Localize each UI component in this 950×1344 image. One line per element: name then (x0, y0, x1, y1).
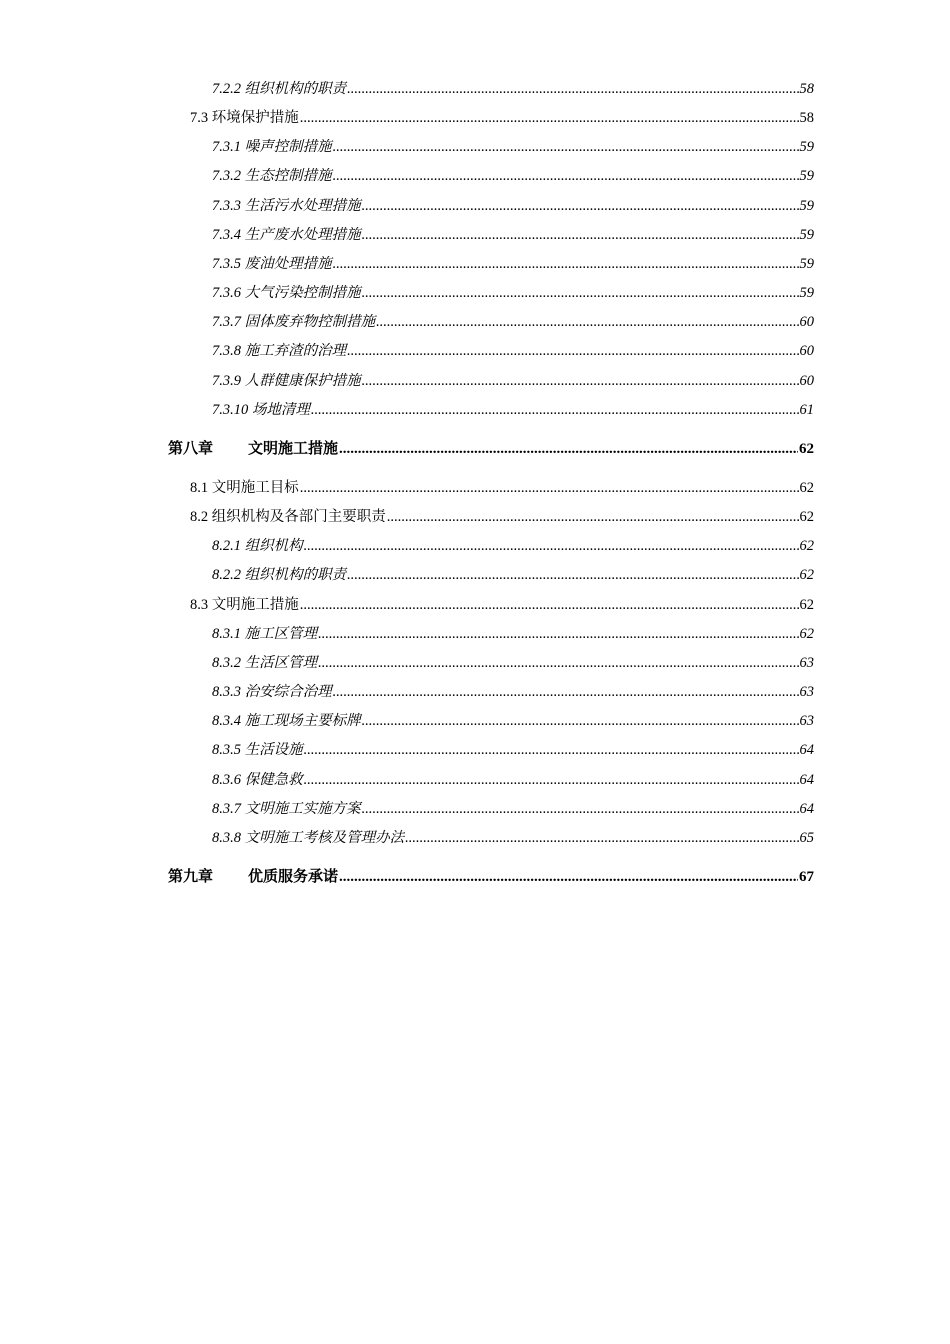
toc-entry-title: 8.3.2 生活区管理 (212, 655, 318, 671)
toc-leader-dots (300, 107, 799, 129)
toc-page-number: 60 (799, 343, 814, 359)
toc-entry-title: 7.3.1 噪声控制措施 (212, 139, 332, 155)
toc-page-number: 63 (799, 684, 814, 700)
toc-leader-dots (318, 623, 798, 645)
toc-page-number: 59 (799, 285, 814, 301)
toc-page-number: 58 (799, 81, 814, 97)
toc-entry[interactable] (212, 340, 814, 362)
toc-leader-dots (333, 681, 799, 703)
toc-entry[interactable] (212, 399, 814, 421)
toc-page-number: 59 (799, 256, 814, 272)
toc-page-number: 64 (799, 742, 814, 758)
toc-entry[interactable] (212, 136, 814, 158)
toc-entry-title: 7.3.3 生活污水处理措施 (212, 198, 361, 214)
toc-entry-title: 优质服务承诺 (248, 869, 339, 885)
toc-leader-dots (304, 535, 799, 557)
toc-leader-dots (387, 506, 799, 528)
toc-entry[interactable] (212, 623, 814, 645)
toc-entry[interactable] (212, 311, 814, 333)
toc-entry[interactable] (212, 253, 814, 275)
toc-entry-label (212, 710, 361, 732)
toc-entry[interactable] (212, 827, 814, 849)
toc-entry[interactable] (212, 535, 814, 557)
toc-entry-label (212, 370, 361, 392)
toc-leader-dots (376, 311, 798, 333)
toc-page-number: 60 (799, 314, 814, 330)
toc-entry[interactable] (212, 370, 814, 392)
toc-entry-label (212, 253, 332, 275)
toc-entry[interactable] (212, 282, 814, 304)
toc-entry[interactable] (190, 107, 814, 129)
toc-leader-dots (300, 594, 799, 616)
toc-entry[interactable] (212, 78, 814, 100)
toc-leader-dots (362, 224, 799, 246)
toc-entry-label (212, 399, 310, 421)
toc-leader-dots (347, 564, 798, 586)
toc-page-number: 64 (799, 772, 814, 788)
toc-entry-title: 7.3.9 人群健康保护措施 (212, 373, 361, 389)
toc-leader-dots (362, 710, 799, 732)
toc-leader-dots (362, 798, 799, 820)
toc-entry-label (212, 769, 303, 791)
toc-page-number: 62 (799, 480, 814, 496)
toc-leader-dots (304, 739, 799, 761)
toc-page-number: 63 (799, 713, 814, 729)
toc-entry-title: 8.3 文明施工措施 (190, 597, 299, 613)
toc-entry-label (212, 136, 332, 158)
toc-chapter-number: 第八章 (168, 441, 214, 457)
toc-entry-title: 7.3.8 施工弃渣的治理 (212, 343, 347, 359)
toc-entry-title: 7.3.5 废油处理措施 (212, 256, 332, 272)
toc-page-number: 62 (799, 626, 814, 642)
toc-leader-dots (333, 136, 799, 158)
toc-leader-dots (405, 827, 798, 849)
toc-leader-dots (339, 438, 798, 460)
toc-entry-label (190, 594, 299, 616)
toc-page-number: 64 (799, 801, 814, 817)
toc-entry-title: 7.3.10 场地清理 (212, 402, 310, 418)
toc-page-number: 60 (799, 373, 814, 389)
toc-entry-title: 8.3.7 文明施工实施方案 (212, 801, 361, 817)
toc-chapter-entry[interactable] (168, 866, 814, 888)
toc-chapter-number: 第九章 (168, 869, 214, 885)
toc-entry[interactable] (190, 477, 814, 499)
toc-entry[interactable] (212, 739, 814, 761)
toc-entry-label (212, 652, 317, 674)
toc-entry-label (168, 438, 338, 460)
toc-entry[interactable] (190, 506, 814, 528)
toc-entry[interactable] (212, 710, 814, 732)
toc-entry-title: 7.3.2 生态控制措施 (212, 168, 332, 184)
toc-entry-title: 文明施工措施 (248, 441, 339, 457)
toc-leader-dots (333, 165, 799, 187)
toc-entry[interactable] (212, 798, 814, 820)
toc-page-number: 62 (799, 509, 814, 525)
toc-page-number: 59 (799, 168, 814, 184)
toc-entry-title: 8.3.5 生活设施 (212, 742, 303, 758)
toc-entry[interactable] (212, 195, 814, 217)
toc-entry-label (190, 477, 299, 499)
toc-leader-dots (362, 282, 799, 304)
toc-entry-label (212, 739, 303, 761)
toc-leader-dots (318, 652, 798, 674)
toc-entry-title: 7.3 环境保护措施 (190, 110, 299, 126)
toc-leader-dots (362, 195, 799, 217)
toc-entry-label (212, 564, 346, 586)
toc-entry-label (212, 78, 346, 100)
toc-leader-dots (347, 78, 798, 100)
toc-entry-title: 8.3.4 施工现场主要标牌 (212, 713, 361, 729)
toc-page-number: 62 (799, 597, 814, 613)
toc-entry-label (212, 535, 303, 557)
toc-page-number: 63 (799, 655, 814, 671)
toc-entry-title: 8.3.8 文明施工考核及管理办法 (212, 830, 405, 846)
toc-entry[interactable] (212, 652, 814, 674)
toc-entry-label (168, 866, 338, 888)
toc-page-number: 65 (799, 830, 814, 846)
toc-entry-title: 8.1 文明施工目标 (190, 480, 299, 496)
toc-entry[interactable] (190, 594, 814, 616)
toc-entry[interactable] (212, 681, 814, 703)
toc-page-number: 62 (799, 538, 814, 554)
toc-page-number: 59 (799, 198, 814, 214)
toc-entry-label (212, 165, 332, 187)
toc-entry-label (212, 195, 361, 217)
toc-chapter-entry[interactable] (168, 438, 814, 460)
toc-entry-label (212, 340, 346, 362)
toc-page-number: 59 (799, 227, 814, 243)
toc-entry-title: 8.3.1 施工区管理 (212, 626, 318, 642)
toc-leader-dots (311, 399, 799, 421)
toc-entry-label (212, 282, 361, 304)
toc-page-number: 58 (799, 110, 814, 126)
toc-entry-label (190, 107, 299, 129)
toc-entry-title: 7.3.7 固体废弃物控制措施 (212, 314, 376, 330)
toc-page-number: 62 (799, 567, 814, 583)
toc-page-number: 61 (799, 402, 814, 418)
toc-leader-dots (300, 477, 799, 499)
toc-leader-dots (362, 370, 799, 392)
toc-entry-label (190, 506, 386, 528)
toc-entry-title: 8.3.3 治安综合治理 (212, 684, 332, 700)
toc-entry-title: 8.2 组织机构及各部门主要职责 (190, 509, 386, 525)
toc-leader-dots (347, 340, 798, 362)
toc-entry-label (212, 623, 317, 645)
toc-entry[interactable] (212, 564, 814, 586)
toc-entry-title: 7.3.4 生产废水处理措施 (212, 227, 361, 243)
toc-entry-title: 8.2.2 组织机构的职责 (212, 567, 347, 583)
toc-entry-label (212, 311, 375, 333)
toc-leader-dots (304, 769, 799, 791)
toc-entry-title: 7.3.6 大气污染控制措施 (212, 285, 361, 301)
toc-entry[interactable] (212, 165, 814, 187)
toc-entry[interactable] (212, 769, 814, 791)
toc-entry-label (212, 798, 361, 820)
toc-entry-title: 8.2.1 组织机构 (212, 538, 303, 554)
toc-entry-label (212, 827, 404, 849)
toc-entry-title: 8.3.6 保健急救 (212, 772, 303, 788)
toc-entry-title: 7.2.2 组织机构的职责 (212, 81, 347, 97)
toc-page-number: 59 (799, 139, 814, 155)
toc-leader-dots (333, 253, 799, 275)
toc-entry[interactable] (212, 224, 814, 246)
toc-leader-dots (339, 866, 798, 888)
toc-entry-label (212, 681, 332, 703)
toc-page-number: 67 (799, 869, 814, 885)
toc-page-number: 62 (799, 441, 814, 457)
toc-entry-label (212, 224, 361, 246)
